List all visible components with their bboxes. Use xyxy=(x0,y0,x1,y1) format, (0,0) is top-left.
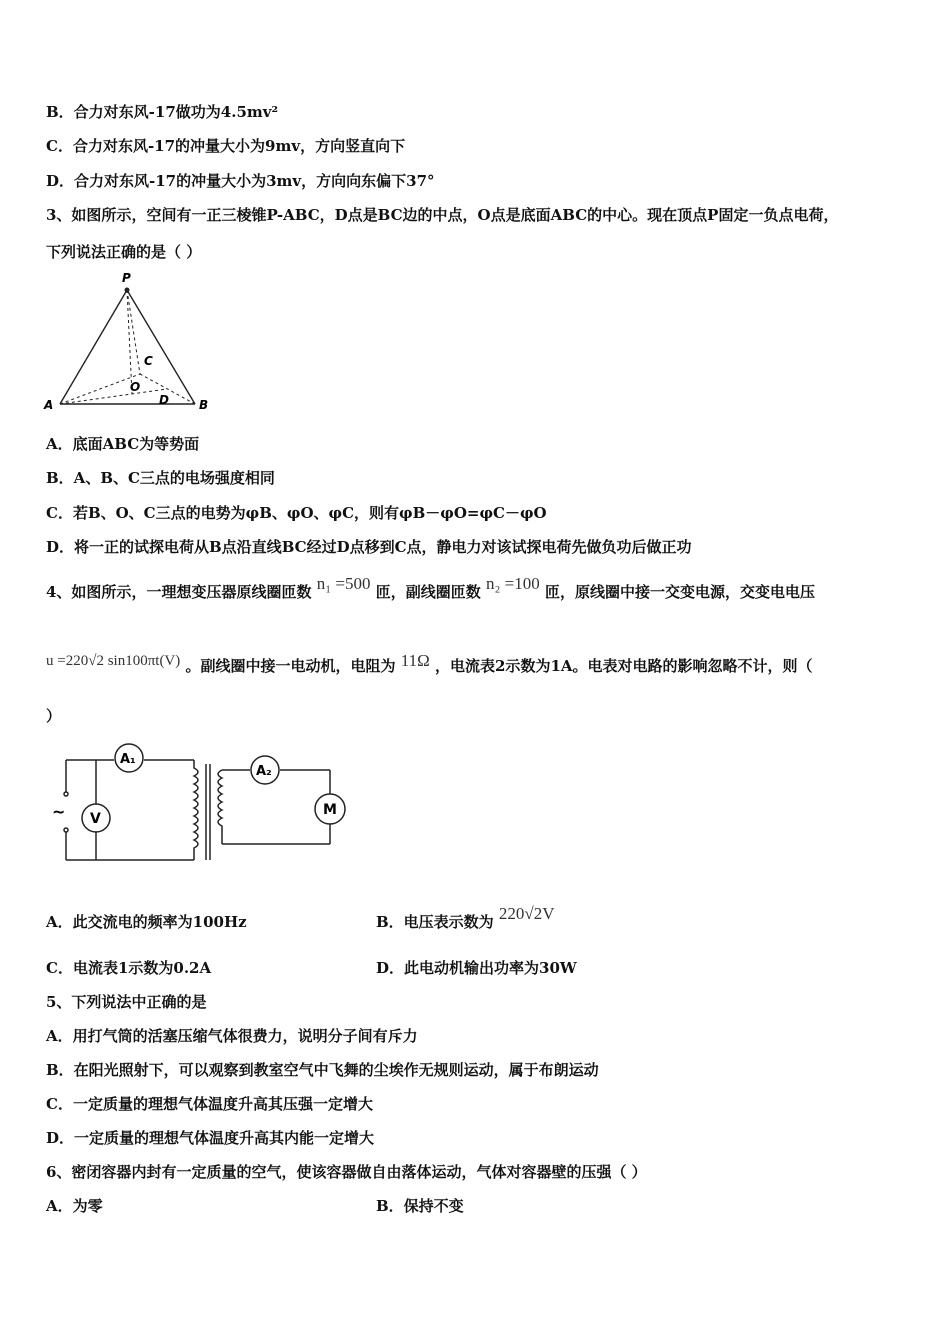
q4-stem-line3: ） xyxy=(46,707,62,725)
secondary-coil xyxy=(218,770,222,844)
q4-stem-d: 。副线圈中接一电动机，电阻为 xyxy=(185,657,396,675)
q3-option-a: A．底面ABC为等势面 xyxy=(46,435,200,453)
q3-option-b: B．A、B、C三点的电场强度相同 xyxy=(46,469,275,487)
vertex-p-dot xyxy=(125,288,130,293)
edge-ac xyxy=(60,374,140,404)
q4-stem-c: 匝，原线圈中接一交变电源，交变电电压 xyxy=(544,583,815,601)
q3-option-d: D．将一正的试探电荷从B点沿直线BC经过D点移到C点，静电力对该试探电荷先做负功后做正功 xyxy=(46,538,692,556)
q4-option-b-value: 220√2V xyxy=(498,904,555,923)
label-a2: A₂ xyxy=(256,764,272,779)
q5-option-a: A．用打气筒的活塞压缩气体很费力，说明分子间有斥力 xyxy=(46,1027,418,1045)
label-a: A xyxy=(44,398,54,412)
q6-option-a: A．为零 xyxy=(46,1197,103,1215)
q4-option-c: C．电流表1示数为0.2A xyxy=(46,959,212,977)
q6-stem: 6、密闭容器内封有一定质量的空气，使该容器做自由落体运动，气体对容器壁的压强（ ） xyxy=(46,1163,647,1181)
q4-stem-e: ，电流表2示数为1A。电表对电路的影响忽略不计，则（ xyxy=(435,657,813,675)
q4-stem-line1 xyxy=(46,574,815,602)
label-o: O xyxy=(130,380,141,394)
q2-option-b: B．合力对东风-17做功为4.5mv² xyxy=(46,103,279,121)
q4-option-b xyxy=(376,904,555,932)
q4-resistance: 11Ω xyxy=(400,651,430,670)
label-d: D xyxy=(159,393,169,407)
q4-voltage-formula: u =220√2 sin100πt(V) xyxy=(46,653,181,669)
q3-stem-line1: 3、如图所示，空间有一正三棱锥P-ABC，D点是BC边的中点，O点是底面ABC的中心。现在顶点P固定一负点电荷， xyxy=(46,206,839,224)
q4-option-d: D．此电动机输出功率为30W xyxy=(376,959,577,977)
q4-n2: n₂ =100 xyxy=(485,574,540,593)
q2-option-d: D．合力对东风-17的冲量大小为3mv，方向向东偏下37° xyxy=(46,172,435,190)
q4-stem-b: 匝，副线圈匝数 xyxy=(375,583,481,601)
q3-stem-line2: 下列说法正确的是（ ） xyxy=(46,243,202,261)
ac-source-symbol: ~ xyxy=(52,802,66,821)
q5-stem: 5、下列说法中正确的是 xyxy=(46,993,207,1011)
q4-option-b-text: B．电压表示数为 xyxy=(376,913,494,931)
median-ad xyxy=(60,389,167,404)
q4-stem-a: 4、如图所示，一理想变压器原线圈匝数 xyxy=(46,583,312,601)
edge-pa xyxy=(60,290,127,404)
label-a1: A₁ xyxy=(120,752,136,767)
q2-option-c: C．合力对东风-17的冲量大小为9mv，方向竖直向下 xyxy=(46,137,406,155)
label-v: V xyxy=(90,811,101,827)
primary-coil xyxy=(194,760,198,860)
q4-transformer-circuit xyxy=(48,742,348,870)
q4-stem-line2 xyxy=(46,651,813,677)
label-b: B xyxy=(199,398,209,412)
label-c: C xyxy=(144,354,153,368)
q5-option-d: D．一定质量的理想气体温度升高其内能一定增大 xyxy=(46,1129,375,1147)
q6-option-b: B．保持不变 xyxy=(376,1197,464,1215)
label-p: P xyxy=(122,271,131,285)
q5-option-b: B．在阳光照射下，可以观察到教室空气中飞舞的尘埃作无规则运动，属于布朗运动 xyxy=(46,1061,599,1079)
q5-option-c: C．一定质量的理想气体温度升高其压强一定增大 xyxy=(46,1095,373,1113)
q3-option-c: C．若B、O、C三点的电势为φB、φO、φC，则有φB－φO=φC－φO xyxy=(46,504,547,522)
q3-pyramid-figure xyxy=(40,268,220,414)
q4-n1: n₁ =500 xyxy=(316,574,371,593)
q4-option-a: A．此交流电的频率为100Hz xyxy=(46,913,247,931)
label-m: M xyxy=(323,802,337,818)
